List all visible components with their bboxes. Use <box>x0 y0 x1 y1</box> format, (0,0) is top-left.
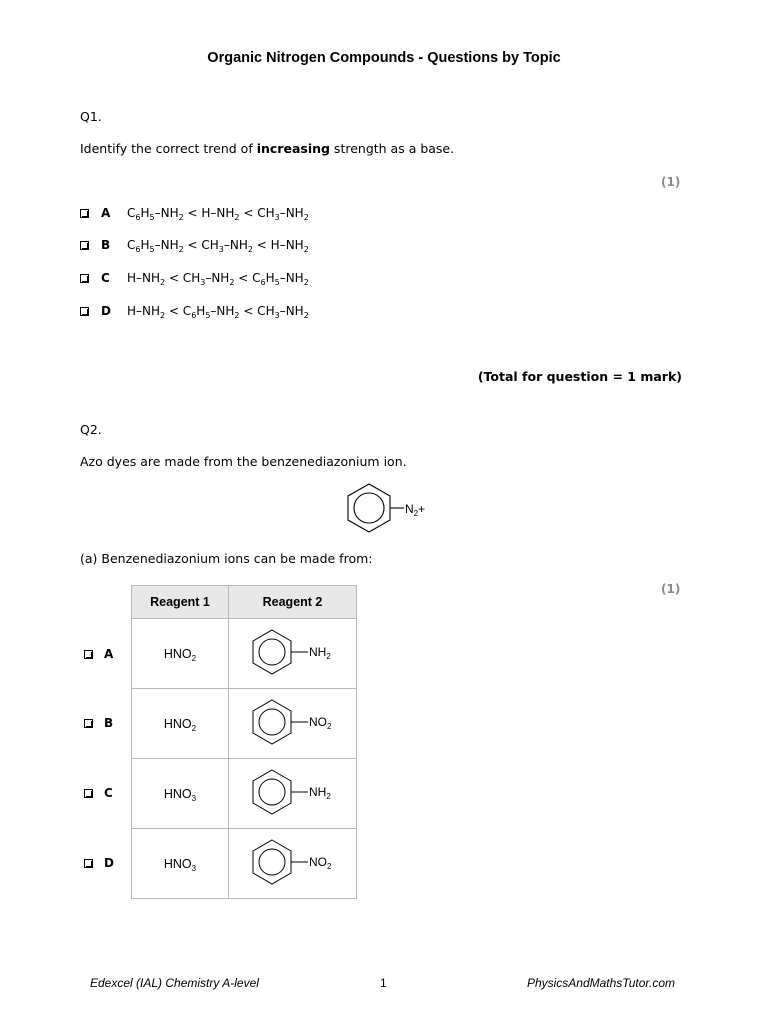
option-letter: C <box>104 786 113 800</box>
option-letter: D <box>104 856 114 870</box>
part-a-prompt: (a) Benzenediazonium ions can be made from: <box>80 551 373 566</box>
substituent-label: $NO_2$ <box>308 855 331 871</box>
footer-website: PhysicsAndMathsTutor.com <box>526 976 675 990</box>
substituent-label: $NH_2$ <box>308 645 331 661</box>
table-row <box>132 689 357 759</box>
option-a[interactable] <box>80 206 309 220</box>
option-b[interactable] <box>80 238 309 252</box>
structure-group-label: $N_2+$ <box>405 502 426 518</box>
benzenediazonium-structure <box>335 480 435 538</box>
table-row <box>132 619 357 689</box>
substituent-label: $NH_2$ <box>308 785 331 801</box>
option-d[interactable] <box>80 304 309 318</box>
option-letter: B <box>104 716 114 730</box>
option-formula: $C_6H_5-NH_2 < CH_3-NH_2 < H-NH_2$ <box>127 238 309 254</box>
benzene-ring-structure <box>238 624 348 680</box>
reagent-2-cell <box>229 619 357 689</box>
benzene-ring-structure <box>238 764 348 820</box>
checkbox[interactable] <box>80 241 89 250</box>
header-reagent-2: Reagent 2 <box>229 586 357 619</box>
table-header-row <box>132 586 357 619</box>
question-2-label: Q2. <box>80 422 102 437</box>
reagent-table <box>131 585 357 899</box>
question-1-label: Q1. <box>80 109 102 124</box>
reagent-2-cell <box>229 829 357 899</box>
question-1-prompt <box>80 141 454 156</box>
reagent-1-cell: $HNO_3$ <box>132 829 229 899</box>
checkbox[interactable] <box>80 274 89 283</box>
reagent-1-cell: $HNO_2$ <box>132 619 229 689</box>
question-1-total: (Total for question = 1 mark) <box>477 369 682 384</box>
reagent-1-cell: $HNO_3$ <box>132 759 229 829</box>
prompt-emphasis: increasing <box>256 141 330 156</box>
checkbox[interactable] <box>84 789 93 798</box>
checkbox[interactable] <box>84 859 93 868</box>
checkbox[interactable] <box>80 307 89 316</box>
prompt-text: Identify the correct trend of <box>80 141 257 156</box>
question-2-intro: Azo dyes are made from the benzenediazonium ion. <box>80 454 407 469</box>
option-letter: D <box>101 304 111 318</box>
option-letter: B <box>101 238 111 252</box>
option-letter: A <box>104 647 114 661</box>
option-formula: $C_6H_5-NH_2 < H-NH_2 < CH_3-NH_2$ <box>127 206 309 222</box>
checkbox[interactable] <box>84 650 93 659</box>
option-formula: $H-NH_2 < CH_3-NH_2 < C_6H_5-NH_2$ <box>127 271 309 287</box>
footer-exam-board: Edexcel (IAL) Chemistry A-level <box>90 976 259 990</box>
table-option-c[interactable] <box>84 786 113 800</box>
header-reagent-1: Reagent 1 <box>132 586 229 619</box>
page-title: Organic Nitrogen Compounds - Questions by Topic <box>207 50 561 66</box>
reagent-1-cell: $HNO_2$ <box>132 689 229 759</box>
checkbox[interactable] <box>80 209 89 218</box>
option-letter: A <box>101 206 111 220</box>
checkbox[interactable] <box>84 719 93 728</box>
substituent-label: $NO_2$ <box>308 715 331 731</box>
option-formula: $H-NH_2 < C_6H_5-NH_2 < CH_3-NH_2$ <box>127 304 309 320</box>
table-option-a[interactable] <box>84 647 113 661</box>
part-a-marks: (1) <box>661 582 681 596</box>
benzene-ring-structure <box>238 694 348 750</box>
table-option-d[interactable] <box>84 856 114 870</box>
prompt-text-end: strength as a base. <box>329 141 455 156</box>
option-c[interactable] <box>80 271 309 285</box>
table-row <box>132 759 357 829</box>
table-row <box>132 829 357 899</box>
table-option-b[interactable] <box>84 716 113 730</box>
question-1-marks: (1) <box>661 175 681 189</box>
page-number: 1 <box>380 976 387 990</box>
option-letter: C <box>101 271 110 285</box>
benzene-ring-structure <box>238 834 348 890</box>
reagent-2-cell <box>229 759 357 829</box>
reagent-2-cell <box>229 689 357 759</box>
